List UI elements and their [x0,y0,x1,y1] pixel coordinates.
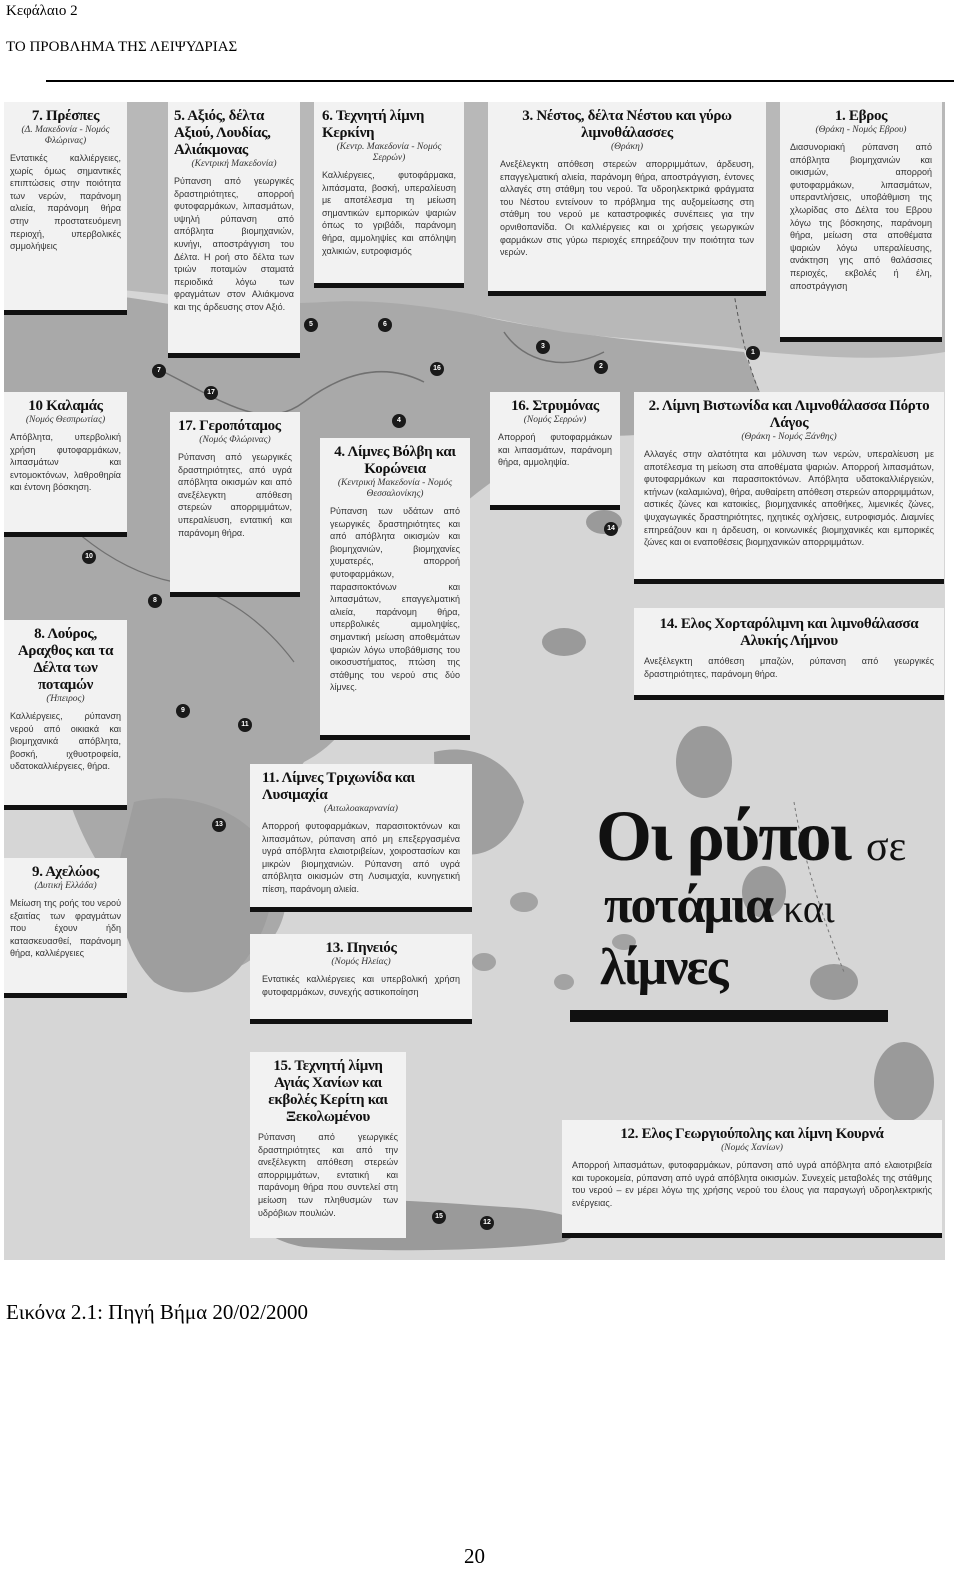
marker-8: 8 [148,594,162,608]
panel-text: Απορροή φυτοφαρμάκων, παρασιτοκτόνων και λιπασμάτων, ρύπανση από μη επεξεργασμένα υγρά απόβλητα ελαιοτριβείων, χοιροστασίων και μικρών βιομηχανιών. Ρύπανση από υγρά απόβλητα οικισμών στη Λυσιμαχία, κυνηγετική πίεση, παράνομη αλιεία. [262,821,460,894]
panel-vistonida [634,392,944,584]
panel-louros-arachthos [4,620,127,810]
panel-subtitle: (Αιτωλοακαρνανία) [324,804,398,814]
panel-subtitle: (Θράκη - Νομός Εβρου) [815,125,907,135]
marker-11: 11 [238,718,252,732]
panel-text: Διασυνοριακή ρύπανση από απόβλητα βιομηχανιών και οικισμών, απορροή φυτοφαρμάκων, λιπασμάτων, υπεραντλήσεις, υποβάθμιση της χλωρίδας στο Δέλτα του Εβρου λόγω της βόσκησης, παράνομη θήρα, μείωση στα αποθέματα ψαριών λόγω υπεραλίευσης, ανάκτηση γης από θαλάσσιες περιοχές, εκβολές ή έλη, αποστράγγιση [790,142,932,291]
panel-title: 17. Γεροπόταμος [178,418,281,434]
panel-title: 15. Τεχνητή λίμνη Αγιάς Χανίων και εκβολές Κερίτη και Ξεκολωμένου [268,1058,388,1125]
panel-strymonas [490,392,620,510]
panel-subtitle: (Νομός Σερρών) [523,415,587,425]
panel-text: Εντατικές καλλιέργειες, χωρίς όμως σημαντικές επιπτώσεις στην ποιότητα των νερών, παράνομη αλιεία, παράνομη θήρα στην προστατευόμενη περιοχή, υπερβολικές σμμολήψεις [10,153,121,252]
headline-underline [570,1010,888,1022]
marker-17: 17 [204,386,218,400]
panel-subtitle: (Νομός Ηλείας) [331,957,391,967]
panel-title: 16. Στρυμόνας [511,398,599,414]
marker-10: 10 [82,550,96,564]
headline-bold-1: Οι ρύποι [596,796,850,876]
panel-text: Ρύπανση των υδάτων από γεωργικές δραστηριότητες και από απόβλητα οικισμών και βιομηχανιών, βιομηχανίες χυματερές, απορροή φυτοφαρμάκων, παρασιτοκτόνων και λιπασμάτων, επαγγελματική αλιεία, παράνομη θήρα, υπερβολικές αμμοληψίες, σημαντική μείωση αποθεμάτων ψαριών λόγω υποβάθμισης του οικοσυστήματος, πτώση της στάθμης του νερού στις δύο λίμνες. [330,506,460,693]
marker-2: 2 [594,360,608,374]
page-number: 20 [464,1544,485,1568]
panel-title: 4. Λίμνες Βόλβη και Κορώνεια [334,444,456,477]
panel-subtitle: (Θράκη - Νομός Ξάνθης) [741,432,837,442]
panel-pineios [250,934,472,1024]
panel-title: 11. Λίμνες Τριχωνίδα και Λυσιμαχία [262,770,415,803]
panel-title: 7. Πρέσπες [31,108,100,124]
panel-text: Εντατικές καλλιέργειες και υπερβολική χρήση φυτοφαρμάκων, συνεχής αστικοποίηση [262,974,460,997]
panel-subtitle: (Κεντρική Μακεδονία - Νομός Θεσσαλονίκης) [337,478,453,499]
panel-subtitle: (Δυτική Ελλάδα) [34,881,97,891]
headline-line-1 [596,798,906,885]
panel-acheloos [4,858,127,998]
marker-15: 15 [432,1210,446,1224]
panel-kalamas [4,392,127,537]
panel-text: Απόβλητα, υπερβολική χρήση φυτοφαρμάκων, λιπασμάτων και εντομοκτόνων, λαθροθηρία και έντονη βόσκηση. [10,432,121,493]
marker-7: 7 [152,364,166,378]
marker-9: 9 [176,704,190,718]
panel-title: 14. Ελος Χορταρόλιμνη και λιμνοθάλασσα Αλυκής Λήμνου [659,616,919,649]
panel-volvi-koroneia [320,438,470,740]
panel-text: Ρύπανση από γεωργικές δραστηριότητες, από υγρά απόβλητα οικισμών και από ανεξέλεγκτη απόθεση στερεών απορριμμάτων, υπεραλίευση, εντατική και παράνομη θήρα. [178,452,292,538]
panel-subtitle: (Θράκη) [610,142,643,152]
headline-line-3 [600,940,727,996]
panel-title: 1. Εβρος [834,108,888,124]
panel-text: Ανεξέλεγκτη απόθεση μπαζών, ρύπανση από γεωργικές δραστηριότητες, παράνομη θήρα. [644,656,934,679]
header-rule [46,80,954,82]
panel-axios [168,102,300,358]
marker-12: 12 [480,1216,494,1230]
panel-title: 3. Νέστος, δέλτα Νέστου και γύρω λιμνοθάλασσες [522,108,732,141]
marker-4: 4 [392,414,406,428]
panel-nestos [488,102,766,296]
panel-prespes [4,102,127,315]
headline-bold-3: λίμνες [600,939,727,996]
panel-title: 5. Αξιός, δέλτα Αξιού, Λουδίας, Αλιάκμονας [174,108,271,158]
figure-caption: Εικόνα 2.1: Πηγή Βήμα 20/02/2000 [6,1300,309,1324]
panel-title: 9. Αχελώος [32,864,99,880]
panel-text: Αλλαγές στην αλατότητα και μόλυνση των νερών, υπεραλίευση με αποτέλεσμα τη μείωση στα αποθέματα ψαριών. Απορροή λιπασμάτων, φυτοφαρμάκων και παρασιτοκτόνων. Απόβλητα υδατοκαλλιέργειών, κτήνων (καλαμιώνα), θήρα, αυθαίρετη απόθεση στερεών απορριμμάτων, αστικές ζώνες και κατοικίες, βιομηχανικές αποθήκες, λιμενικές ζώνες, ψυχαγωγικές δραστηριότητες, ηχητικές οχλήσεις, ευτροφισμός. Διαμνίες επηρεάζουν και η άρδευση, οι κοινωνικές βιομηχανικές και εμπορικές ζώνες και οι εναποθέσεις βιομηχανικών απορριμμάτων. [644,449,934,548]
panel-evros [780,102,942,342]
panel-subtitle: (Κεντρική Μακεδονία) [191,159,277,169]
panel-subtitle: (Κεντρ. Μακεδονία - Νομός Σερρών) [336,142,442,163]
panel-text: Ανεξέλεγκτη απόθεση στερεών απορριμμάτων, άρδευση, επαγγελματική αλιεία, παράνομη θήρα, αποστράγγιση, έντονες αλλαγές στη στάθμη του νερού. Τα υδροηλεκτρικά φράγματα του Νέστου εντείνουν το πρόβλημα της αυξομείωσης στη στάθμη του νερού με καταστροφικές συνέπειες για την ορνιθοπανίδα. Οι καλλιέργειες και οι χρήσεις γεωργικών φαρμάκων στις γύρω περιοχές επηρεάζουν την ποιότητα των νερών. [500,159,754,258]
marker-5: 5 [304,318,318,332]
panel-text: Καλλιέργειες, φυτοφάρμακα, λιπάσματα, βοσκή, υπεραλίευση με αποτέλεσμα τη μείωση σημαντικών εμπορικών ψαριών όπως το γριβάδι, παράνομη θήρα, αμμοληψίες και απόληψη χαλικιών, ευτροφισμός [322,170,456,256]
pollution-map-figure [4,102,945,1260]
panel-subtitle: (Νομός Χανίων) [721,1143,783,1153]
panel-agia-chanion [250,1052,406,1238]
panel-subtitle: (Δ. Μακεδονία - Νομός Φλώρινας) [21,125,110,146]
panel-text: Απορροή φυτοφαρμάκων και λιπασμάτων, παράνομη θήρα, αμμοληψία. [498,432,612,468]
panel-title: 12. Ελος Γεωργιούπολης και λίμνη Κουρνά [620,1126,884,1142]
panel-text: Ρύπανση από γεωργικές δραστηριότητες και από την ανεξέλεγκτη απόθεση στερεών απορριμμάτων, εντατική και παράνομη θήρα που συντελεί στη μείωση των πληθυσμών των υδρόβιων πουλιών. [258,1132,398,1218]
panel-subtitle: (Νομός Φλώρινας) [199,435,271,445]
panel-chortarolimni [634,608,944,700]
panel-subtitle: (Ήπειρος) [46,694,85,704]
panel-text: Απορροή λιπασμάτων, φυτοφαρμάκων, ρύπανση από υγρά απόβλητα από ελαιοτριβεία και τυροκομεία, ρύπανση από υγρά απόβλητα οικισμών. Συνεχείς μεταβολές της στάθμης του νερού – εν μέρει λόγω της χρήσης νερού του έλους για παραγωγή υδροηλεκτρικής ενέργειας. [572,1160,932,1208]
panel-title: 8. Λούρος, Αραχθος και τα Δέλτα των ποταμών [17,626,114,693]
panel-text: Ρύπανση από γεωργικές δραστηριότητες, απορροή φυτοφαρμάκων, λιπασμάτων, υψηλή ρύπανση από απόβλητα βιομηχανιών, κυνήγι, αποστράγγιση του Δέλτα. Η ροή στο δέλτα των τριών ποταμών σταματά περιοδικά λόγω των φραγμάτων στον Αλιάκμονα και της άρδευσης στον Αξιό. [174,176,294,312]
marker-16: 16 [430,362,444,376]
panel-title: 6. Τεχνητή λίμνη Κερκίνη [322,108,425,141]
panel-trichonida [250,764,472,912]
panel-title: 2. Λίμνη Βιστωνίδα και Λιμνοθάλασσα Πόρτο Λάγος [648,398,930,431]
section-title: ΤΟ ΠΡΟΒΛΗΜΑ ΤΗΣ ΛΕΙΨΥΔΡΙΑΣ [6,39,238,55]
marker-3: 3 [536,340,550,354]
panel-kerkini [314,102,464,288]
headline-light-2: και [783,886,835,931]
panel-geropotamos [170,412,300,597]
headline-line-2 [604,878,835,937]
panel-georgioupoli-kourna [562,1120,942,1238]
panel-title: 10 Καλαμάς [28,398,103,414]
chapter-label: Κεφάλαιο 2 [6,3,78,19]
headline-light-1: σε [866,824,907,870]
marker-6: 6 [378,318,392,332]
panel-text: Μείωση της ροής του νερού εξαιτίας των φραγμάτων που έχουν ήδη κατασκευασθεί, παράνομη θήρα, καλλιέργειες [10,898,121,959]
headline-bold-2: ποτάμια [604,877,773,934]
marker-1: 1 [746,346,760,360]
marker-14: 14 [604,522,618,536]
marker-13: 13 [212,818,226,832]
panel-text: Καλλιέργειες, ρύπανση νερού από οικιακά και βιομηχανικά απόβλητα, βοσκή, ιχθυοτροφεία, υδατοκαλλιέργειες, θήρα. [10,711,121,772]
panel-subtitle: (Νομός Θεσπρωτίας) [25,415,106,425]
panel-title: 13. Πηνειός [325,940,397,956]
